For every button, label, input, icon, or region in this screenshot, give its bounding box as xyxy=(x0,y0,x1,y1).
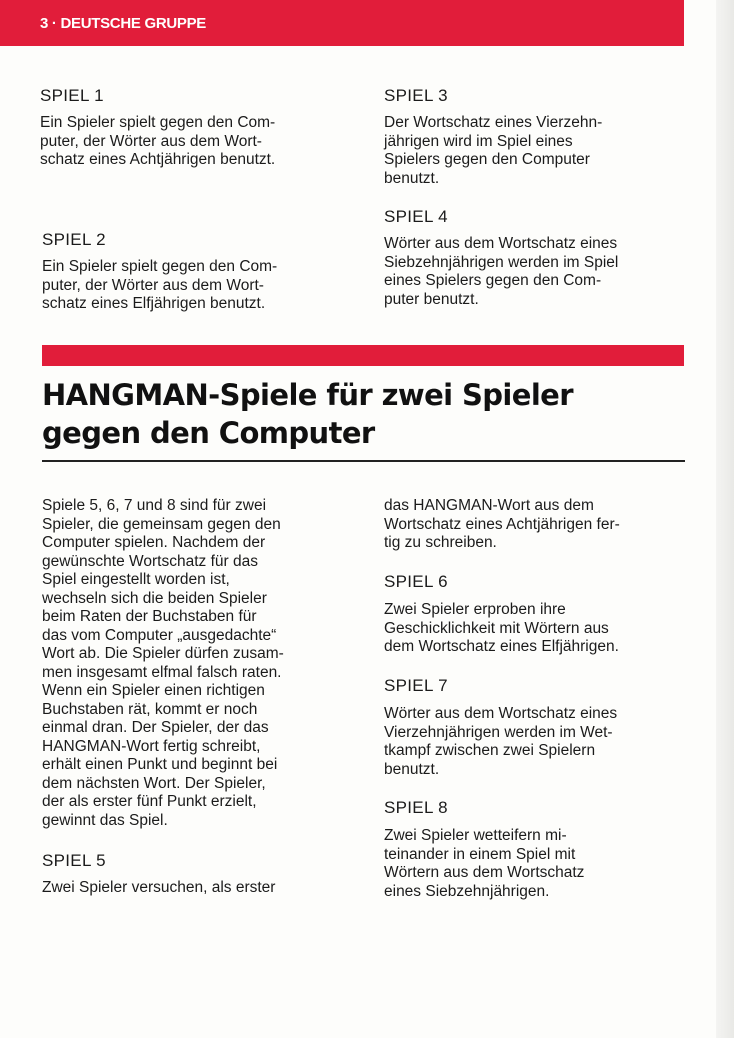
spiel-7-heading: SPIEL 7 xyxy=(384,676,448,695)
spiel-5-text-part-1: Zwei Spieler versuchen, als erster xyxy=(42,879,276,896)
spiel-1-heading: SPIEL 1 xyxy=(40,86,104,105)
section-title-line-1: HANGMAN-Spiele für zwei Spieler xyxy=(42,378,573,412)
spiel-6-heading: SPIEL 6 xyxy=(384,572,448,591)
spiel-4-text: Wörter aus dem Wortschatz eines Siebzehnjährigen werden im Spiel eines Spielers gegen den Com- puter benutzt. xyxy=(384,235,619,308)
spiel-5-heading: SPIEL 5 xyxy=(42,851,106,870)
header-label: 3 · DEUTSCHE GRUPPE xyxy=(40,15,206,32)
spiel-5-text-part-2: das HANGMAN-Wort aus dem Wortschatz eines Achtjährigen fer- tig zu schreiben. xyxy=(384,497,620,551)
page-edge-shadow xyxy=(716,0,734,1038)
section-red-bar xyxy=(42,345,684,366)
spiel-2-text: Ein Spieler spielt gegen den Com- puter, der Wörter aus dem Wort- schatz eines Elfjährigen benutzt. xyxy=(42,258,278,312)
spiel-6-text: Zwei Spieler erproben ihre Geschicklichkeit mit Wörtern aus dem Wortschatz eines Elfjährigen. xyxy=(384,601,619,655)
intro-paragraph: Spiele 5, 6, 7 und 8 sind für zwei Spieler, die gemeinsam gegen den Computer spielen. Nachdem der gewünschte Wortschatz für das Spiel eingestellt worden ist, wechseln sich die beiden Spieler beim Raten der Buchstaben für das vom Computer „ausgedachte“ Wort ab. Die Spieler dürfen zusam- men insgesamt elfmal falsch raten. Wenn ein Spieler einen richtigen Buchstaben rät, kommt er noch einmal dran. Der Spieler, der das HANGMAN-Wort fertig schreibt, erhält einen Punkt und beginnt bei dem nächsten Wort. Der Spieler, der als erster fünf Punkt erzielt, gewinnt das Spiel. xyxy=(42,497,284,829)
section-title xyxy=(42,376,682,452)
spiel-3-heading: SPIEL 3 xyxy=(384,86,448,105)
spiel-3-text: Der Wortschatz eines Vierzehn- jährigen wird im Spiel eines Spielers gegen den Computer benutzt. xyxy=(384,114,603,187)
spiel-7-text: Wörter aus dem Wortschatz eines Vierzehnjährigen werden im Wet- tkampf zwischen zwei Spielern benutzt. xyxy=(384,705,618,778)
spiel-8-heading: SPIEL 8 xyxy=(384,798,448,817)
section-title-line-2: gegen den Computer xyxy=(42,416,375,450)
title-underline xyxy=(42,460,685,462)
spiel-2-heading: SPIEL 2 xyxy=(42,230,106,249)
spiel-8-text: Zwei Spieler wetteifern mi- teinander in einem Spiel mit Wörtern aus dem Wortschatz eines Siebzehnjährigen. xyxy=(384,827,585,900)
spiel-1-text: Ein Spieler spielt gegen den Com- puter, der Wörter aus dem Wort- schatz eines Achtjährigen benutzt. xyxy=(40,114,276,168)
spiel-4-heading: SPIEL 4 xyxy=(384,207,448,226)
